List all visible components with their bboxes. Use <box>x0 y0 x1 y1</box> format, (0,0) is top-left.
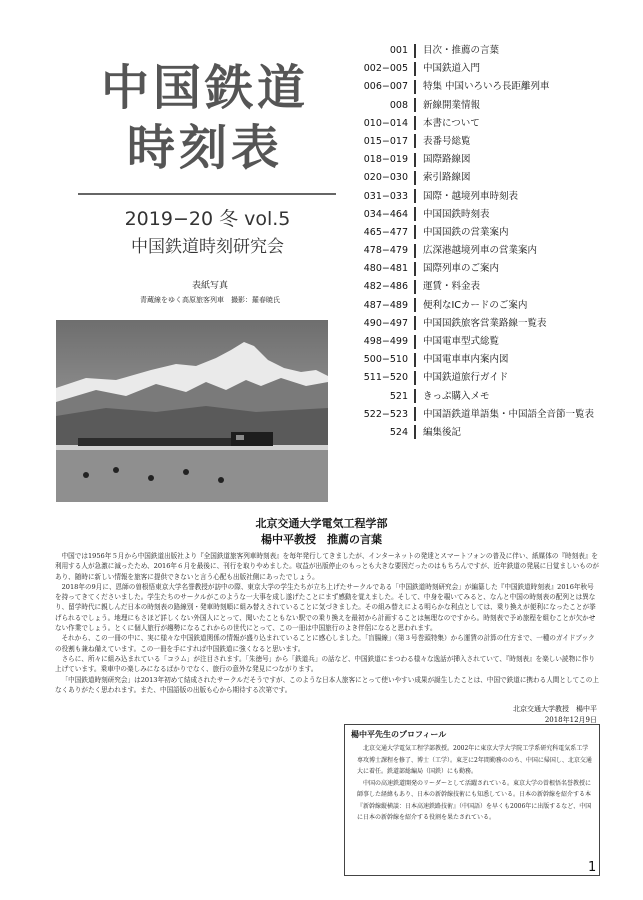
grassland <box>56 448 328 502</box>
toc-row <box>360 424 630 442</box>
toc-separator <box>414 98 416 112</box>
toc-row <box>360 224 630 242</box>
toc-page-range: 521 <box>389 390 408 402</box>
toc-separator <box>414 371 416 385</box>
toc-separator <box>414 189 416 203</box>
toc-entry-title: 本書について <box>423 117 480 129</box>
toc-separator <box>414 225 416 239</box>
toc-row <box>360 169 630 187</box>
toc-page-range: 478−479 <box>363 245 408 257</box>
cover-photo-caption: 青蔵線をゆく高原旅客列車 撮影：羅春暁氏 <box>140 296 280 304</box>
article-paragraph: さらに、所々に組み込まれている「コラム」が注目されます。「朱徳号」から「鉄道兵」の話など、中国鉄道にまつわる様々な逸話が挿入されていて、『時刻表』を楽しい読物に作り上げています。乗車中の楽しみになるばかりでなく、旅行の意外な発見につながります。 <box>55 654 595 674</box>
toc-page-range: 001 <box>389 45 408 56</box>
toc-page-range: 500−510 <box>363 354 408 366</box>
toc-row <box>360 206 630 224</box>
toc-row <box>360 333 630 351</box>
toc-row <box>360 406 630 424</box>
profile-box <box>344 724 600 876</box>
locomotive-window <box>236 435 244 440</box>
toc-row <box>360 388 630 406</box>
toc-entry-title: 便利なICカードのご案内 <box>423 299 528 311</box>
toc-row <box>360 351 630 369</box>
toc-separator <box>414 298 416 312</box>
toc-separator <box>414 207 416 221</box>
toc-separator <box>414 244 416 258</box>
toc-page-range: 034−464 <box>363 208 408 220</box>
toc-entry-title: 中国電車型式総覧 <box>423 336 500 347</box>
article-heading-title: 楊中平教授 推薦の言葉 <box>261 533 382 546</box>
toc-page-range: 018−019 <box>363 154 408 166</box>
toc-row <box>360 42 630 60</box>
toc-page-range: 015−017 <box>363 135 408 147</box>
toc-separator <box>414 407 416 421</box>
toc-entry-title: 運賃・料金表 <box>423 281 481 293</box>
yak <box>148 475 154 481</box>
toc-entry-title: 新線開業情報 <box>423 99 481 111</box>
edition: 2019−20 冬 vol.5 <box>124 208 291 230</box>
toc-page-range: 511−520 <box>363 372 408 384</box>
toc-entry-title: 中国国鉄の営業案内 <box>423 226 509 238</box>
toc-page-range: 002−005 <box>363 63 408 75</box>
toc-entry-title: 中国鉄道旅行ガイド <box>423 372 509 384</box>
toc-entry-title: 索引路線図 <box>423 172 471 184</box>
toc-row <box>360 97 630 115</box>
toc-row <box>360 115 630 133</box>
toc-row <box>360 188 630 206</box>
toc-separator <box>414 171 416 185</box>
signature <box>430 704 597 726</box>
title-rule <box>78 193 336 195</box>
article-paragraph: 2018年の9月に、恩師の曽根悟東京大学名誉教授が訪中の際、東京大学の学生たちが立ち上げたサークルである「中国鉄道時刻研究会」が編纂した『中国鉄道時刻表』2016年秋号を持ってきてくださいました。学生たちのサークルがこのような一大事を成し遂げたことにまず感動を覚えました。そして、中身を覗いてみると、なんと中国の時刻表の配列とは異なり、留学時代に親しんだ日本の時刻表の路線別・発車時刻順に組み替えされていることに気づきました。その組み替えによる明らかな利点としては、乗り換えが便利になったことが挙げられるでしょう。地理にもさほど詳しくない外国人にとって、聞いたこともない駅での乗り換えを最初から計画することは無理なのですから。時刻表で予め旅程を組むことが欠かせない作業でしょう。とくに個人旅行が趨勢になるこれからの世代にとって、この一冊は中国旅行のよき伴侶になると思われます。 <box>55 582 596 633</box>
toc-page-range: 010−014 <box>363 117 408 129</box>
toc-entry-title: 中国国鉄時刻表 <box>423 208 490 220</box>
toc-page-range: 522−523 <box>363 408 408 420</box>
article-paragraph: 「中国鉄道時刻研究会」は2013年初めて結成されたサークルだそうですが、このような日本人旅客にとって使いやすい成果が誕生したことは、中国で鉄道に携わる人間としてこの上なくありがたく思われます。また、中国語版の出版も心から期待する次第です。 <box>55 675 599 694</box>
toc-separator <box>414 80 416 94</box>
organization: 中国鉄道時刻研究会 <box>131 237 284 257</box>
toc-row <box>360 297 630 315</box>
toc-page-range: 006−007 <box>363 81 408 93</box>
toc-row <box>360 242 630 260</box>
toc-entry-title: 特集 中国いろいろ長距離列車 <box>423 81 550 93</box>
toc-separator <box>414 425 416 439</box>
toc-separator <box>414 389 416 403</box>
profile-paragraph: 中国の高速鉄道開発のリーダーとして活躍されている。東京大学の曽根悟名誉教授に師事した経緯もあり、日本の新幹線技術にも知悉している。日本の新幹線を紹介する本『新幹線縦横談：日本高速鉄路技術』（中国語）を早くも2006年に出版するなど、中国に日本の新幹線を紹介する役割を果たされている。 <box>357 779 592 821</box>
toc-entry-title: 目次・推薦の言葉 <box>423 45 500 56</box>
yak <box>183 469 189 475</box>
yak <box>83 472 89 478</box>
profile-paragraph: 北京交通大学電気工程学部教授。2002年に東京大学大学院工学系研究科電気系工学専攻博士課程を修了、博士（工学）。東芝に2年間勤務ののち、中国に帰国し、北京交通大に着任。鉄道部総編局（国鉄）にも勤務。 <box>357 745 592 775</box>
toc-row <box>360 151 630 169</box>
toc-row <box>360 78 630 96</box>
profile-text <box>357 743 593 824</box>
toc-page-range: 031−033 <box>363 190 408 202</box>
toc-page-range: 482−486 <box>363 281 408 293</box>
toc-entry-title: 中国電車車内案内図 <box>423 354 509 366</box>
toc-separator <box>414 116 416 130</box>
toc-entry-title: 広深港越境列車の営業案内 <box>423 245 538 257</box>
toc-entry-title: 国際列車のご案内 <box>423 263 500 275</box>
cover-photo <box>56 320 328 502</box>
toc-page-range: 487−489 <box>363 299 408 311</box>
toc-separator <box>414 153 416 167</box>
toc-entry-title: 国際路線図 <box>423 154 471 166</box>
toc-entry-title: 中国国鉄旅客営業路線一覧表 <box>423 317 547 329</box>
article-heading-affiliation: 北京交通大学電気工程学部 <box>255 517 388 530</box>
toc-separator <box>414 280 416 294</box>
toc-separator <box>414 44 416 58</box>
toc-entry-title: 国際・越境列車時刻表 <box>423 190 519 202</box>
toc-page-range: 008 <box>389 99 408 111</box>
toc-entry-title: 中国語鉄道単語集・中国語全音節一覧表 <box>423 408 595 420</box>
toc-page-range: 498−499 <box>363 336 408 347</box>
toc-separator <box>414 316 416 330</box>
profile-title: 楊中平先生のプロフィール <box>351 730 447 739</box>
toc-page-range: 465−477 <box>363 226 408 238</box>
toc-separator <box>414 62 416 76</box>
signature-date: 2018年12月9日 <box>544 716 597 724</box>
toc-entry-title: 表番号総覧 <box>423 135 471 147</box>
toc-separator <box>414 134 416 148</box>
toc-row <box>360 278 630 296</box>
yak <box>218 477 224 483</box>
toc-page-range: 480−481 <box>363 263 408 275</box>
toc-entry-title: 中国鉄道入門 <box>423 63 481 75</box>
title-line-2: 時刻表 <box>126 120 283 176</box>
toc-separator <box>414 353 416 367</box>
page-number: 1 <box>588 860 597 875</box>
signature-name: 北京交通大学教授 楊中平 <box>513 705 597 713</box>
yak <box>113 467 119 473</box>
cover-photo-label: 表紙写真 <box>191 281 228 291</box>
toc-row <box>360 60 630 78</box>
cover-title <box>70 58 340 178</box>
toc-page-range: 524 <box>389 426 408 438</box>
toc-page-range: 020−030 <box>363 172 408 184</box>
title-line-1: 中国鉄道 <box>100 60 309 116</box>
toc-entry-title: 編集後記 <box>423 426 462 438</box>
toc-row <box>360 315 630 333</box>
article-body <box>55 551 600 695</box>
toc-page-range: 490−497 <box>363 317 408 329</box>
toc-row <box>360 260 630 278</box>
article-paragraph: それから、この一冊の中に、実に様々な中国鉄道関係の情報が盛り込まれていることに感心しました。「盲腸線」（第３号巻頭特集）から運賃の計算の仕方まで、一種のガイドブックの役割も兼ね備えています。この一冊を手にすれば中国鉄道に強くなると思います。 <box>55 634 595 653</box>
toc-row <box>360 133 630 151</box>
toc-separator <box>414 262 416 276</box>
article-paragraph: 中国では1956年５月から中国鉄道出版社より『全国鉄道旅客列車時刻表』を毎年発行してきましたが、インターネットの発達とスマートフォンの普及に伴い、紙媒体の『時刻表』を利用する人が急激に減ったため、2016年６月を最後に、刊行を取りやめました。収益が出版停止のもっとも大きな要因だったのはもちろんですが、近年鉄道の発展に日覚ましいものがあり、随時に新しい情報を旅客に提供できないと言う心配も出版社側にあったでしょう。 <box>55 552 600 581</box>
table-of-contents <box>360 42 630 442</box>
toc-entry-title: きっぷ購入メモ <box>423 390 490 402</box>
toc-row <box>360 369 630 387</box>
train-cars <box>78 438 238 446</box>
toc-separator <box>414 335 416 349</box>
